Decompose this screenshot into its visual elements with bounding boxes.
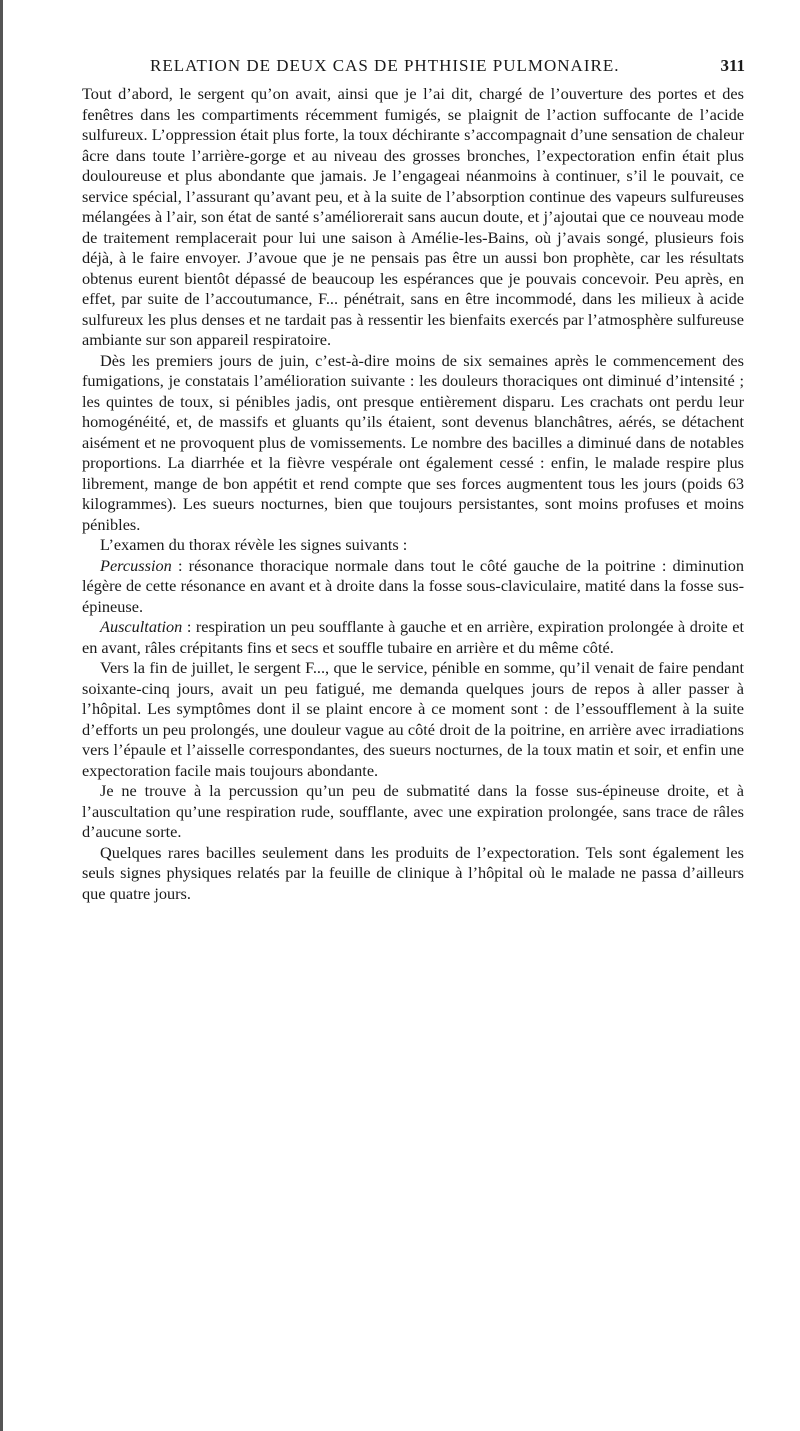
- running-title: RELATION DE DEUX CAS DE PHTHISIE PULMONAIRE.: [150, 56, 620, 75]
- paragraph-1: [82, 84, 744, 351]
- paragraph-lead: Auscultation: [100, 617, 183, 636]
- paragraph-text: Dès les premiers jours de juin, c’est-à-dire moins de six semaines après le commencement des fumigations, je constatais l’amélioration suivante : les douleurs thoraciques ont diminué d’intensité ; les quintes de toux, si pénibles jadis, ont presque entièrement disparu. Les crachats ont perdu leur homogénéité, et, de massifs et gluants qu’ils étaient, sont devenus blanchâtres, aérés, se détachent aisément et ne provoquent plus de vomissements. Le nombre des bacilles a diminué dans de notables proportions. La diarrhée et la fièvre vespérale ont également cessé : enfin, le malade respire plus librement, mange de bon appétit et rend compte que ses forces augmentent tous les jours (poids 63 kilogrammes). Les sueurs nocturnes, bien que toujours persistantes, sont moins profuses et moins pénibles.: [82, 350, 744, 534]
- paragraph-text: Je ne trouve à la percussion qu’un peu de submatité dans la fosse sus-épineuse droite, et à l’auscultation qu’une respiration rude, soufflante, avec une expiration prolongée, sans trace de râles d’aucune sorte.: [82, 781, 744, 841]
- page-header: [70, 56, 745, 82]
- paragraph-3: [82, 535, 744, 556]
- paragraph-7: [82, 781, 744, 843]
- paragraph-text: Quelques rares bacilles seulement dans les produits de l’expectoration. Tels sont également les seuls signes physiques relatés par la feuille de clinique à l’hôpital où le malade ne passa d’ailleurs que quatre jours.: [82, 842, 744, 903]
- scan-edge: [0, 0, 3, 1431]
- paragraph-6: [82, 658, 744, 781]
- paragraph-2: [82, 351, 744, 536]
- paragraph-percussion: [82, 556, 744, 618]
- paragraph-text: Tout d’abord, le sergent qu’on avait, ainsi que je l’ai dit, chargé de l’ouverture des portes et des fenêtres dans les compartiments récemment fumigés, se plaignit de l’action suffocante de l’acide sulfureux. L’oppression était plus forte, la toux déchirante s’accompagnait d’une sensation de chaleur âcre dans toute l’arrière-gorge et au niveau des grosses bronches, l’expectoration enfin était plus douloureuse et plus abondante que jamais. Je l’engageai néanmoins à continuer, s’il le pouvait, ce service spécial, l’assurant qu’avant peu, et à la suite de l’absorption continue des vapeurs sulfureuses mélangées à l’air, son état de santé s’améliorerait sans aucun doute, et j’ajoutai que ce nouveau mode de traitement remplacerait pour lui une saison à Amélie-les-Bains, où j’avais songé, plusieurs fois déjà, à le faire envoyer. J’avoue que je ne pensais pas être un aussi bon prophète, car les résultats obtenus eurent bientôt dépassé de beaucoup les espérances que je pouvais concevoir. Peu après, en effet, par suite de l’accoutumance, F... pénétrait, sans en être incommodé, dans les milieux à acide sulfureux les plus denses et ne tardait pas à ressentir les bienfaits exercés par l’atmosphère sulfureuse ambiante sur son appareil respiratoire.: [82, 84, 744, 349]
- paragraph-text: : résonance thoracique normale dans tout le côté gauche de la poitrine : diminution légère de cette résonance en avant et à droite dans la fosse sous-claviculaire, matité dans la fosse sus-épineuse.: [82, 555, 744, 616]
- paragraph-8: [82, 843, 744, 905]
- paragraph-text: : respiration un peu soufflante à gauche et en arrière, expiration prolongée à droite et en avant, râles crépitants fins et secs et souffle tubaire en arrière et du même côté.: [82, 617, 744, 657]
- body-text: [82, 84, 744, 904]
- paragraph-text: L’examen du thorax révèle les signes suivants :: [100, 535, 408, 554]
- paragraph-auscultation: [82, 617, 744, 658]
- paragraph-lead: Percussion: [100, 555, 172, 575]
- page-number: 311: [720, 56, 745, 75]
- paragraph-text: Vers la fin de juillet, le sergent F..., que le service, pénible en somme, qu’il venait de faire pendant soixante-cinq jours, avait un peu fatigué, me demanda quelques jours de repos à aller passer à l’hôpital. Les symptômes dont il se plaint encore à ce moment sont : de l’essoufflement à la suite d’efforts un peu prolongés, une douleur vague au côté droit de la poitrine, en arrière avec irradiations vers l’épaule et l’aisselle correspondantes, des sueurs nocturnes, de la toux matin et soir, et enfin une expectoration facile mais toujours abondante.: [82, 658, 744, 780]
